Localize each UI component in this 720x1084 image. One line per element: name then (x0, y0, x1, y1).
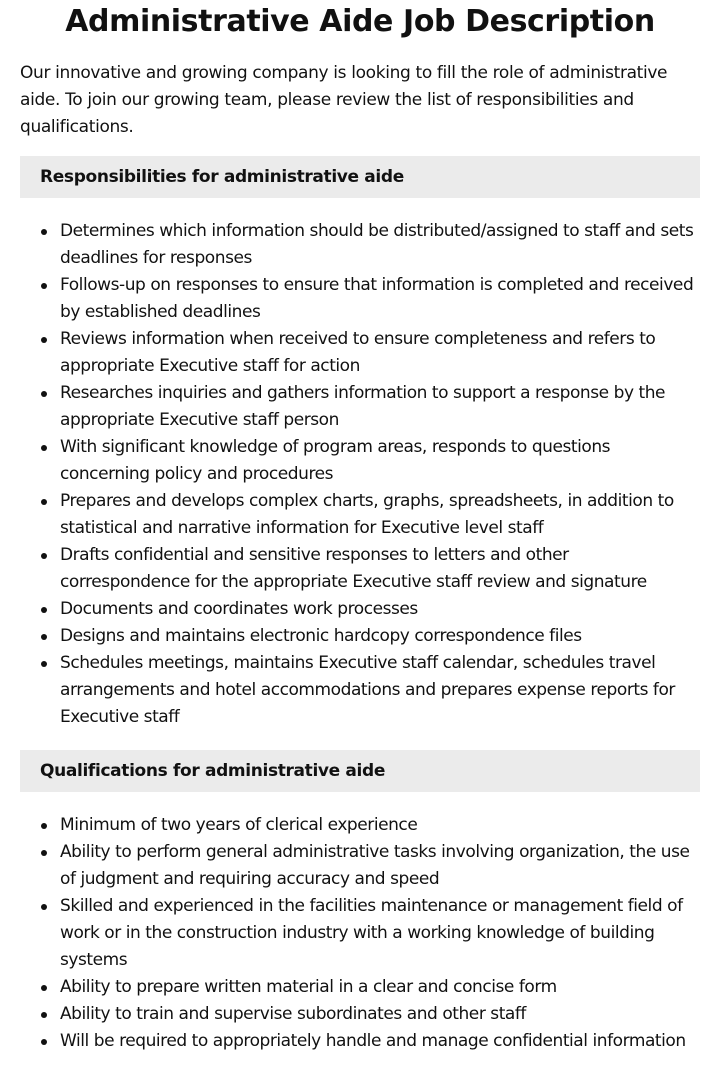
list-item: Prepares and develops complex charts, graphs, spreadsheets, in addition to statistical and narrative information for Executive level staff (20, 488, 700, 542)
list-item: Designs and maintains electronic hardcopy correspondence files (20, 623, 700, 650)
list-item: With significant knowledge of program areas, responds to questions concerning policy and procedures (20, 434, 700, 488)
qualifications-heading: Qualifications for administrative aide (20, 750, 700, 792)
list-item: Ability to prepare written material in a clear and concise form (20, 974, 700, 1001)
list-item: Skilled and experienced in the facilities maintenance or management field of work or in the construction industry with a working knowledge of building systems (20, 893, 700, 974)
page-title: Administrative Aide Job Description (65, 4, 655, 39)
list-item: Drafts confidential and sensitive responses to letters and other correspondence for the appropriate Executive staff review and signature (20, 542, 700, 596)
list-item: Schedules meetings, maintains Executive staff calendar, schedules travel arrangements and hotel accommodations and prepares expense reports for Executive staff (20, 650, 700, 731)
list-item: Determines which information should be distributed/assigned to staff and sets deadlines for responses (20, 218, 700, 272)
intro-paragraph: Our innovative and growing company is looking to fill the role of administrative aide. To join our growing team, please review the list of responsibilities and qualifications. (20, 63, 668, 137)
list-item: Ability to train and supervise subordinates and other staff (20, 1001, 700, 1028)
list-item: Follows-up on responses to ensure that information is completed and received by established deadlines (20, 272, 700, 326)
responsibilities-heading: Responsibilities for administrative aide (20, 156, 700, 198)
responsibilities-list (20, 218, 700, 731)
list-item: Documents and coordinates work processes (20, 596, 700, 623)
qualifications-list (20, 812, 700, 1055)
list-item: Minimum of two years of clerical experience (20, 812, 700, 839)
list-item: Ability to perform general administrative tasks involving organization, the use of judgment and requiring accuracy and speed (20, 839, 700, 893)
list-item: Reviews information when received to ensure completeness and refers to appropriate Executive staff for action (20, 326, 700, 380)
list-item: Researches inquiries and gathers information to support a response by the appropriate Executive staff person (20, 380, 700, 434)
list-item: Will be required to appropriately handle and manage confidential information (20, 1028, 700, 1055)
